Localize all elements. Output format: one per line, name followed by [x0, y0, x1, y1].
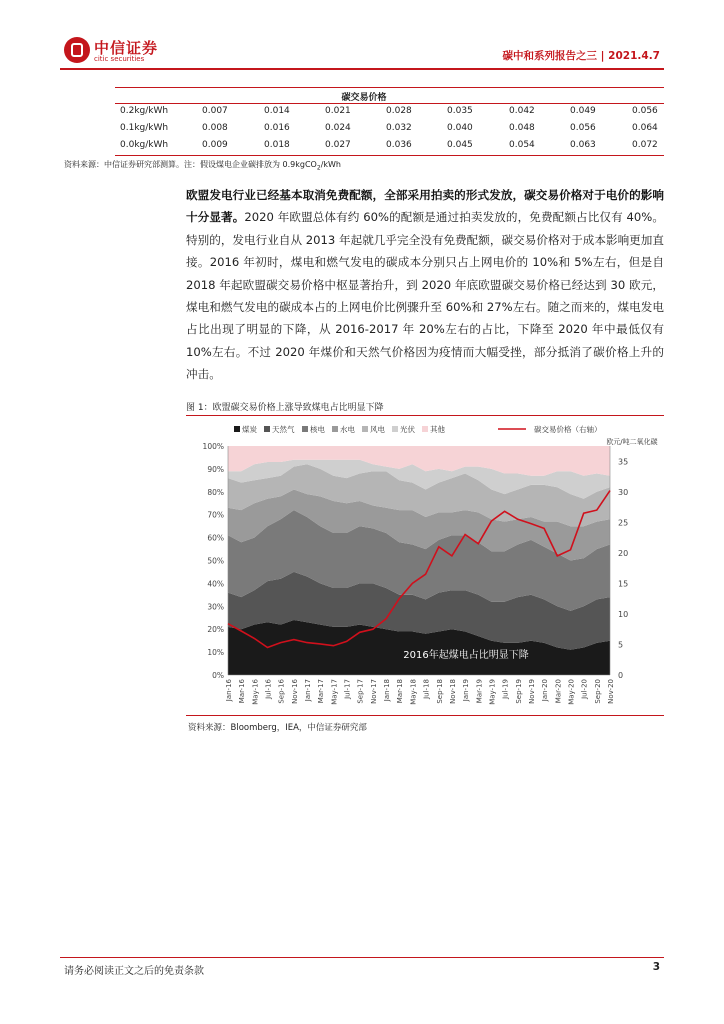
x-tick-label: Jan-19 — [462, 679, 471, 702]
legend-swatch — [362, 426, 368, 432]
x-tick-label: Mar-19 — [475, 679, 484, 704]
legend-label: 煤炭 — [242, 425, 257, 434]
legend-label: 核电 — [310, 425, 325, 434]
x-tick-label: Mar-17 — [317, 679, 326, 704]
table-cell: 0.032 — [386, 123, 412, 133]
table-cell: 0.016 — [264, 123, 290, 133]
report-date: 2021.4.7 — [608, 50, 660, 62]
table-row — [64, 104, 664, 121]
table-header: 碳交易价格 — [341, 93, 387, 103]
y-left-tick-label: 10% — [207, 648, 224, 658]
table-note-subscript: 2 — [316, 164, 321, 172]
y-right-tick-label: 5 — [618, 640, 624, 650]
legend-swatch — [264, 426, 270, 432]
y-right-tick-label: 10 — [618, 609, 629, 619]
row-label: 0.1kg/kWh — [120, 123, 169, 133]
table-note-text: 资料来源：中信证券研究部测算。注：假设煤电企业碳排放为 0.9kgCO — [64, 160, 317, 169]
y-right-tick-label: 30 — [618, 487, 629, 497]
x-tick-label: Jul-16 — [264, 679, 273, 699]
x-tick-label: Nov-17 — [369, 679, 378, 704]
x-tick-label: Jul-17 — [343, 679, 352, 699]
footer-rule — [60, 957, 664, 958]
x-tick-label: Jul-19 — [501, 679, 510, 699]
y-left-tick-label: 0% — [212, 671, 224, 680]
figure-rule-bottom — [186, 715, 664, 716]
report-header-right: 碳中和系列报告之三 | 2021.4.7 — [502, 50, 660, 62]
table-cell: 0.054 — [509, 140, 535, 150]
legend-line-label: 碳交易价格（右轴） — [534, 425, 602, 434]
chart-annotation: 2016年起煤电占比明显下降 — [403, 650, 529, 661]
table-cell: 0.014 — [264, 106, 290, 116]
table-cell: 0.064 — [632, 123, 658, 133]
table-cell: 0.009 — [202, 140, 228, 150]
y-left-tick-label: 60% — [207, 533, 224, 543]
x-tick-label: Nov-18 — [448, 679, 457, 704]
y-right-tick-label: 0 — [618, 671, 624, 680]
x-tick-label: Jul-20 — [580, 679, 589, 699]
x-tick-label: Sep-19 — [514, 679, 523, 704]
table-cell: 0.036 — [386, 140, 412, 150]
table-cell: 0.048 — [509, 123, 535, 133]
table-cell: 0.063 — [570, 140, 596, 150]
x-tick-label: Mar-20 — [554, 679, 563, 704]
x-tick-label: Mar-18 — [396, 679, 405, 704]
legend-swatch — [392, 426, 398, 432]
table-row — [64, 138, 664, 155]
legend-swatch — [422, 426, 428, 432]
x-tick-label: Nov-20 — [607, 679, 615, 704]
legend-swatch — [302, 426, 308, 432]
x-tick-label: Nov-19 — [527, 679, 536, 704]
row-label: 0.0kg/kWh — [120, 140, 169, 150]
y-left-tick-label: 50% — [207, 556, 224, 566]
table-cell: 0.045 — [447, 140, 473, 150]
x-tick-label: Jan-18 — [383, 679, 392, 702]
y-left-tick-label: 80% — [207, 487, 224, 497]
table-cell: 0.049 — [570, 106, 596, 116]
table-cell: 0.042 — [509, 106, 535, 116]
legend-label: 天然气 — [272, 425, 295, 434]
x-tick-label: May-20 — [567, 679, 576, 705]
table-cell: 0.027 — [325, 140, 351, 150]
figure-rule-top — [186, 415, 664, 416]
y-right-tick-label: 25 — [618, 518, 629, 528]
table-note-unit: /kWh — [320, 160, 341, 169]
figure-source: 资料来源：Bloomberg，IEA，中信证券研究部 — [188, 723, 367, 733]
y-right-tick-label: 20 — [618, 548, 629, 558]
legend-label: 水电 — [340, 425, 355, 434]
x-tick-label: May-19 — [488, 679, 497, 705]
x-tick-label: Jul-18 — [422, 679, 431, 699]
table-cell: 0.028 — [386, 106, 412, 116]
y-left-tick-label: 70% — [207, 510, 224, 520]
table-rule-bottom — [115, 155, 664, 156]
legend-swatch — [332, 426, 338, 432]
table-cell: 0.056 — [632, 106, 658, 116]
body-paragraph — [186, 184, 664, 386]
y-left-tick-label: 40% — [207, 579, 224, 589]
table-cell: 0.072 — [632, 140, 658, 150]
table-cell: 0.018 — [264, 140, 290, 150]
table-cell: 0.035 — [447, 106, 473, 116]
table-cell: 0.040 — [447, 123, 473, 133]
y-left-tick-label: 90% — [207, 464, 224, 474]
page-number: 3 — [652, 961, 660, 973]
legend-label: 其他 — [430, 425, 445, 434]
x-tick-label: May-16 — [251, 679, 260, 705]
x-tick-label: Nov-16 — [290, 679, 299, 704]
right-axis-unit: 欧元/吨二氧化碳 — [606, 438, 658, 446]
logo-english-name: citic securities — [94, 55, 145, 63]
table-cell: 0.008 — [202, 123, 228, 133]
legend-label: 光伏 — [400, 425, 415, 434]
table-cell: 0.021 — [325, 106, 351, 116]
row-label: 0.2kg/kWh — [120, 106, 169, 116]
company-logo-icon — [64, 37, 90, 63]
y-right-tick-label: 35 — [618, 457, 629, 467]
report-series-title: 碳中和系列报告之三 — [502, 50, 598, 62]
table-cell: 0.024 — [325, 123, 351, 133]
paragraph-lead: 欧盟发电行业已经基本取消免费配额，全部采用拍卖的形式发放，碳交易价格对于电价的影响十分显著。 — [186, 188, 664, 225]
x-tick-label: Sep-16 — [277, 679, 286, 704]
table-rule-top — [115, 87, 664, 88]
x-tick-label: Jan-17 — [304, 679, 313, 702]
x-tick-label: Sep-20 — [593, 679, 602, 704]
table-cell: 0.056 — [570, 123, 596, 133]
legend-swatch — [234, 426, 240, 432]
x-tick-label: May-18 — [409, 679, 418, 705]
legend-label: 风电 — [370, 425, 385, 434]
figure-title: 图 1：欧盟碳交易价格上涨导致煤电占比明显下降 — [186, 403, 384, 413]
y-left-tick-label: 100% — [202, 442, 224, 451]
footer-disclaimer: 请务必阅读正文之后的免责条款 — [64, 966, 204, 977]
header-rule — [60, 68, 664, 70]
table-source-note — [64, 159, 341, 172]
x-tick-label: Sep-17 — [356, 679, 365, 704]
x-tick-label: Jan-20 — [541, 679, 550, 702]
x-tick-label: Jan-16 — [225, 679, 233, 702]
table-cell: 0.007 — [202, 106, 228, 116]
logo-chinese-name: 中信证券 — [94, 39, 159, 57]
x-tick-label: Mar-16 — [238, 679, 247, 704]
table-row — [64, 121, 664, 138]
stacked-area-chart — [186, 420, 664, 715]
x-tick-label: May-17 — [330, 679, 339, 705]
y-left-tick-label: 30% — [207, 602, 224, 612]
y-left-tick-label: 20% — [207, 625, 224, 635]
paragraph-text: 2020 年欧盟总体有约 60%的配额是通过拍卖发放的，免费配额占比仅有 40%。特别的，发电行业自从 2013 年起就几乎完全没有免费配额，碳交易价格对于成本影响更加直接。2016 年初时，煤电和燃气发电的碳成本分别只占上网电价的 10%和 5%左右，但是自 2018 年起欧盟碳交易价格中枢显著抬升，到 2020 年底欧盟碳交易价格已经达到 30 欧元，煤电和燃气发电的碳成本占的上网电价比例骤升至 60%和 27%左右。随之而来的，煤电发电占比出现了明显的下降，从 2016-2017 年 20%左右的占比，下降至 2020 年中最低仅有 10%左右。不过 2020 年煤价和天然气价格因为疫情而大幅受挫，部分抵消了碳价格上升的冲击。 — [186, 210, 664, 382]
y-right-tick-label: 15 — [618, 579, 629, 589]
x-tick-label: Sep-18 — [435, 679, 444, 704]
